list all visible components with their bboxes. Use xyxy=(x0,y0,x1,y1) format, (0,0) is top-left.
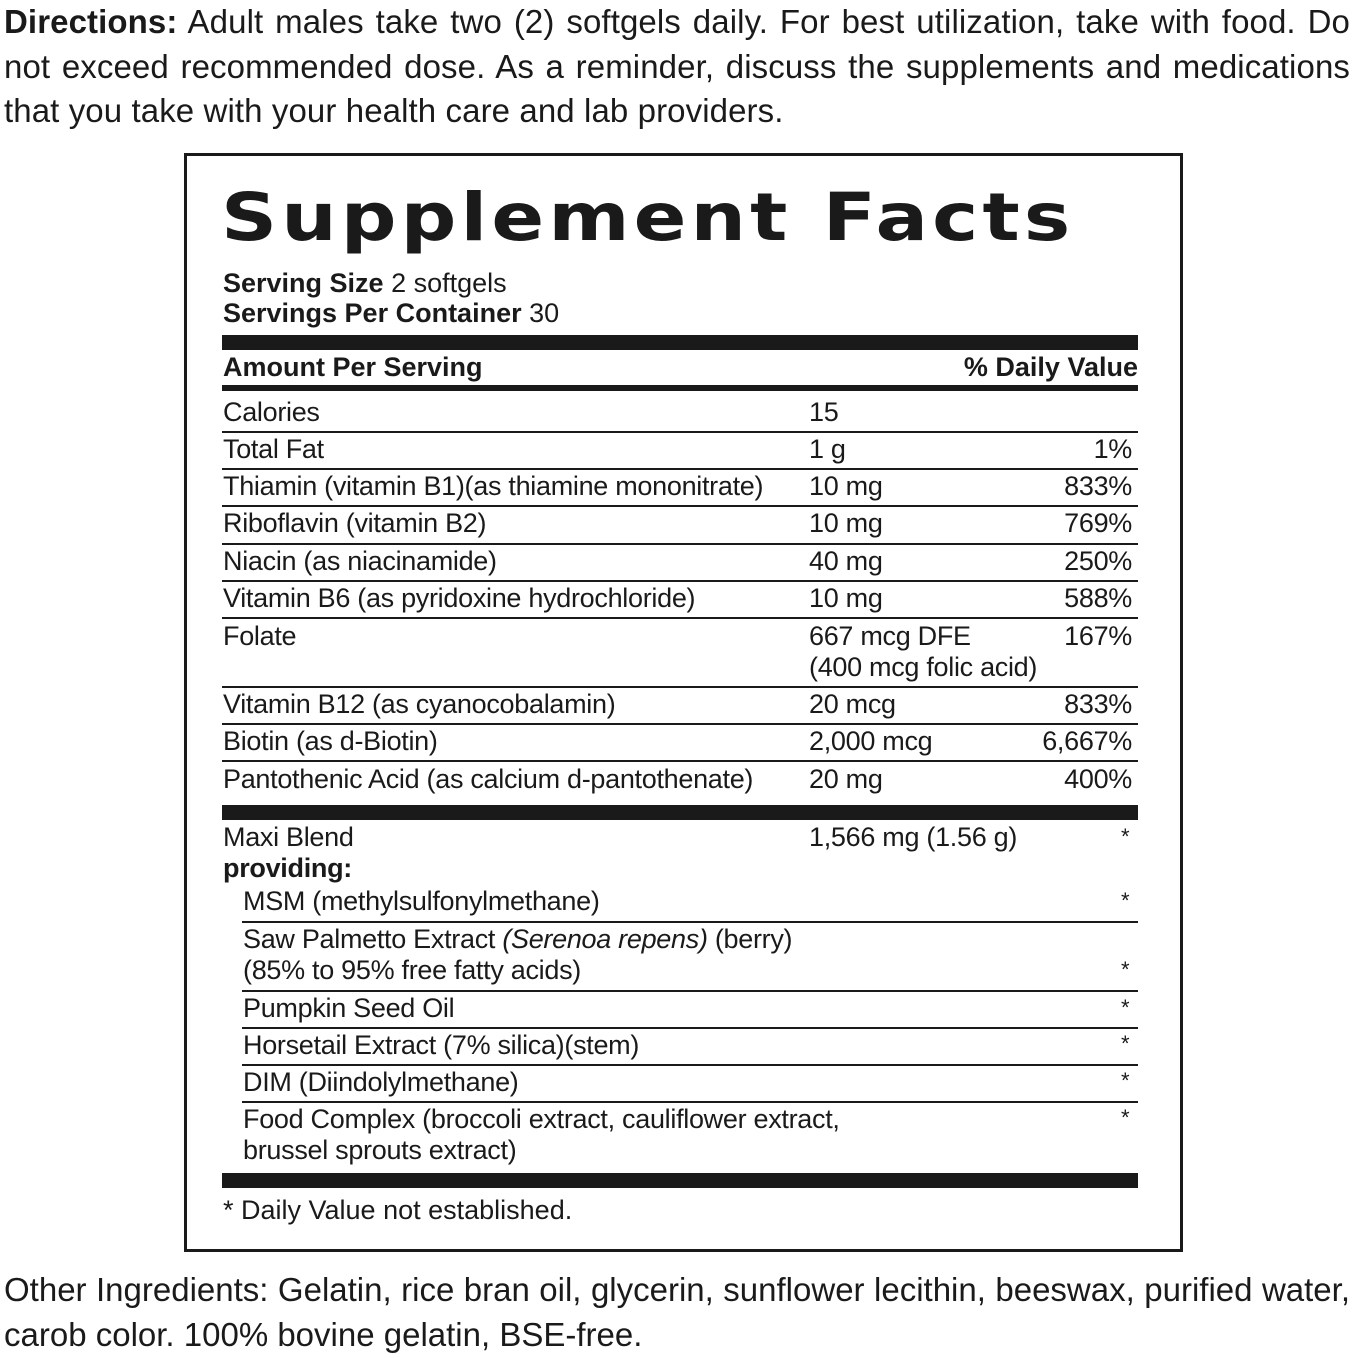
nutrient-name: Calories xyxy=(223,397,320,427)
row-divider xyxy=(222,505,1138,507)
nutrient-amount: 15 xyxy=(809,397,839,427)
blend-item-asterisk: * xyxy=(1121,1068,1130,1093)
other-ingredients: Other Ingredients: Gelatin, rice bran oil, glycerin, sunflower lecithin, beeswax, purified water, carob color. 100% bovine gelatin, BSE-free. xyxy=(4,1271,1350,1353)
nutrient-amount: 40 mg xyxy=(809,546,883,576)
nutrient-name: Pantothenic Acid (as calcium d-pantothenate) xyxy=(223,764,754,794)
nutrient-amount: 2,000 mcg xyxy=(809,726,933,756)
nutrient-daily-value: 250% xyxy=(1064,546,1132,576)
nutrient-daily-value: 167% xyxy=(1064,621,1132,651)
row-divider xyxy=(222,686,1138,688)
servings-per-container-value: 30 xyxy=(521,298,560,328)
nutrient-daily-value: 833% xyxy=(1064,471,1132,501)
servings-per-container xyxy=(223,298,559,328)
panel-title: Supplement Facts xyxy=(221,179,1075,256)
blend-providing: providing: xyxy=(223,853,352,883)
row-divider xyxy=(222,431,1138,433)
supplement-facts-panel xyxy=(184,153,1183,1252)
nutrient-amount: 20 mg xyxy=(809,764,883,794)
nutrient-name: Riboflavin (vitamin B2) xyxy=(223,508,487,538)
row-divider xyxy=(222,543,1138,545)
serving-size-label: Serving Size xyxy=(223,268,384,298)
blend-item-detail: brussel sprouts extract) xyxy=(243,1135,517,1165)
directions-text xyxy=(4,0,1350,134)
nutrient-daily-value: 1% xyxy=(1093,434,1132,464)
nutrient-amount-secondary: (400 mcg folic acid) xyxy=(809,652,1038,682)
nutrient-name: Vitamin B6 (as pyridoxine hydrochloride) xyxy=(223,583,696,613)
blend-item-name: DIM (Diindolylmethane) xyxy=(243,1067,519,1097)
nutrient-amount: 10 mg xyxy=(809,508,883,538)
directions-body: Adult males take two (2) softgels daily. For best utilization, take with food. Do not exceed recommended dose. As a reminder, discuss the supplements and medications that you take with your health care and lab providers. xyxy=(4,3,1350,129)
blend-item-asterisk: * xyxy=(1121,1105,1130,1130)
row-divider xyxy=(222,617,1138,619)
blend-item-name: Food Complex (broccoli extract, cauliflower extract, xyxy=(243,1104,840,1134)
row-divider xyxy=(222,760,1138,762)
blend-item-asterisk: * xyxy=(1121,888,1130,913)
serving-size xyxy=(223,268,507,298)
amount-per-serving-header: Amount Per Serving xyxy=(223,352,483,382)
nutrient-name: Folate xyxy=(223,621,297,651)
thick-divider xyxy=(222,1173,1138,1188)
blend-item-name: Horsetail Extract (7% silica)(stem) xyxy=(243,1030,640,1060)
blend-item-asterisk: * xyxy=(1121,995,1130,1020)
nutrient-amount: 1 g xyxy=(809,434,846,464)
nutrient-amount: 667 mcg DFE xyxy=(809,621,971,651)
nutrient-daily-value: 833% xyxy=(1064,689,1132,719)
nutrient-name: Biotin (as d-Biotin) xyxy=(223,726,438,756)
blend-dv-asterisk: * xyxy=(1121,824,1130,849)
blend-item-name: Saw Palmetto Extract (Serenoa repens) (berry) xyxy=(243,924,793,954)
thick-divider xyxy=(222,335,1138,350)
blend-item-name: Pumpkin Seed Oil xyxy=(243,993,455,1023)
footnote: * Daily Value not established. xyxy=(223,1195,573,1225)
row-divider xyxy=(222,580,1138,582)
blend-item-detail: (85% to 95% free fatty acids) xyxy=(243,955,581,985)
nutrient-name: Vitamin B12 (as cyanocobalamin) xyxy=(223,689,616,719)
blend-name: Maxi Blend xyxy=(223,822,354,852)
directions-label: Directions: xyxy=(4,3,178,40)
blend-item-asterisk: * xyxy=(1121,1031,1130,1056)
nutrient-daily-value: 588% xyxy=(1064,583,1132,613)
row-divider xyxy=(242,1027,1138,1029)
servings-per-container-label: Servings Per Container xyxy=(223,298,522,328)
blend-amount: 1,566 mg (1.56 g) xyxy=(809,822,1018,852)
blend-item-name: MSM (methylsulfonylmethane) xyxy=(243,886,600,916)
latin-name: (Serenoa repens) xyxy=(502,924,708,954)
nutrient-daily-value: 6,667% xyxy=(1042,726,1132,756)
row-divider xyxy=(242,990,1138,992)
row-divider xyxy=(242,921,1138,923)
daily-value-header: % Daily Value xyxy=(963,352,1138,382)
column-header xyxy=(223,352,1138,382)
row-divider xyxy=(222,468,1138,470)
serving-size-value: 2 softgels xyxy=(383,268,507,298)
nutrient-daily-value: 769% xyxy=(1064,508,1132,538)
row-divider xyxy=(242,1064,1138,1066)
blend-item-asterisk: * xyxy=(1121,957,1130,982)
row-divider xyxy=(242,1101,1138,1103)
nutrient-name: Total Fat xyxy=(223,434,324,464)
nutrient-amount: 10 mg xyxy=(809,471,883,501)
nutrient-daily-value: 400% xyxy=(1064,764,1132,794)
thick-divider xyxy=(222,805,1138,820)
nutrient-amount: 10 mg xyxy=(809,583,883,613)
medium-divider xyxy=(222,385,1138,391)
nutrient-name: Niacin (as niacinamide) xyxy=(223,546,497,576)
row-divider xyxy=(222,723,1138,725)
nutrient-amount: 20 mcg xyxy=(809,689,896,719)
nutrient-name: Thiamin (vitamin B1)(as thiamine mononitrate) xyxy=(223,471,764,501)
